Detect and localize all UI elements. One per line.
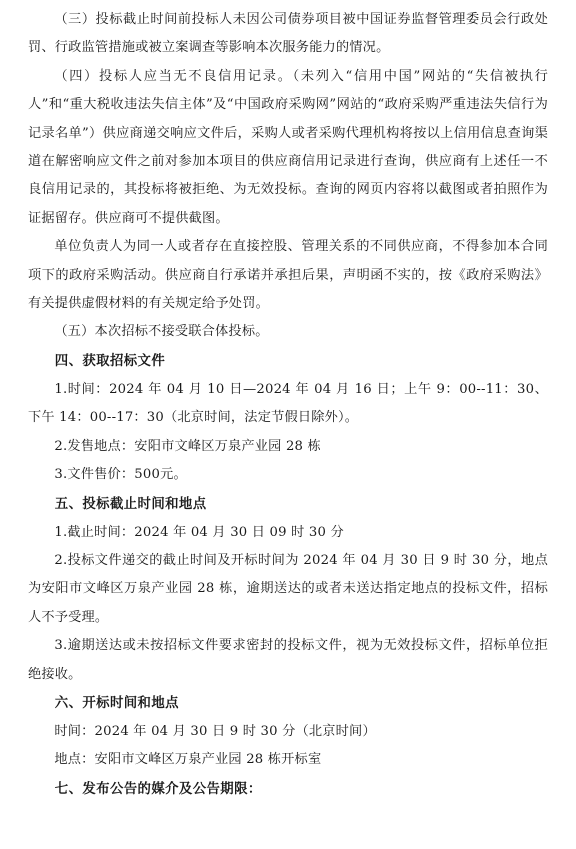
paragraph-item-3: （三）投标截止时间前投标人未因公司债券项目被中国证券监督管理委员会行政处罚、行政监管措施或被立案调查等影响本次服务能力的情况。 [28,12,548,56]
section-4-item-2: 2.发售地点：安阳市文峰区万泉产业园 28 栋 [54,438,321,454]
section-4-heading: 四、获取招标文件 [54,353,166,369]
section-6-place: 地点：安阳市文峰区万泉产业园 28 栋开标室 [54,752,322,768]
section-5-item-1: 1.截止时间：2024 年 04 月 30 日 09 时 30 分 [54,524,344,540]
section-4-item-1: 1.时间：2024 年 04 月 10 日—2024 年 04 月 16 日；上午 9：00--11：30、下午 14：00--17：30（北京时间，法定节假日除外）。 [28,381,548,426]
paragraph-item-5: （五）本次招标不接受联合体投标。 [54,324,269,340]
section-4-item-3: 3.文件售价：500元。 [54,467,187,483]
paragraph-unit-responsible: 单位负责人为同一人或者存在直接控股、管理关系的不同供应商，不得参加本合同项下的政府采购活动。供应商自行承诺并承担后果，声明函不实的，按《政府采购法》有关提供虚假材料的有关规定给予处罚。 [28,239,548,312]
section-5-item-3: 3.逾期送达或未按招标文件要求密封的投标文件，视为无效投标文件，招标单位拒绝接收。 [28,638,548,682]
paragraph-item-4: （四）投标人应当无不良信用记录。（未列入“信用中国”网站的“失信被执行人”和“重大税收违法失信主体”及“中国政府采购网”网站的“政府采购严重违法失信行为记录名单”）供应商递交响应文件后，采购人或者采购代理机构将按以上信用信息查询渠道在解密响应文件之前对参加本项目的供应商信用记录进行查询，供应商有上述任一不良信用记录的，其投标将被拒绝、为无效投标。查询的网页内容将以截图或者拍照作为证据留存。供应商可不提供截图。 [28,68,548,226]
section-5-item-2: 2.投标文件递交的截止时间及开标时间为 2024 年 04 月 30 日 9 时 30 分，地点为安阳市文峰区万泉产业园 28 栋，逾期送达的或者未送达指定地点的投标文件，招标人不予受理。 [28,552,548,625]
section-5-heading: 五、投标截止时间和地点 [54,496,207,512]
section-6-time: 时间：2024 年 04 月 30 日 9 时 30 分（北京时间） [54,723,376,739]
section-7-heading: 七、发布公告的媒介及公告期限： [54,781,262,797]
section-6-heading: 六、开标时间和地点 [54,695,179,711]
